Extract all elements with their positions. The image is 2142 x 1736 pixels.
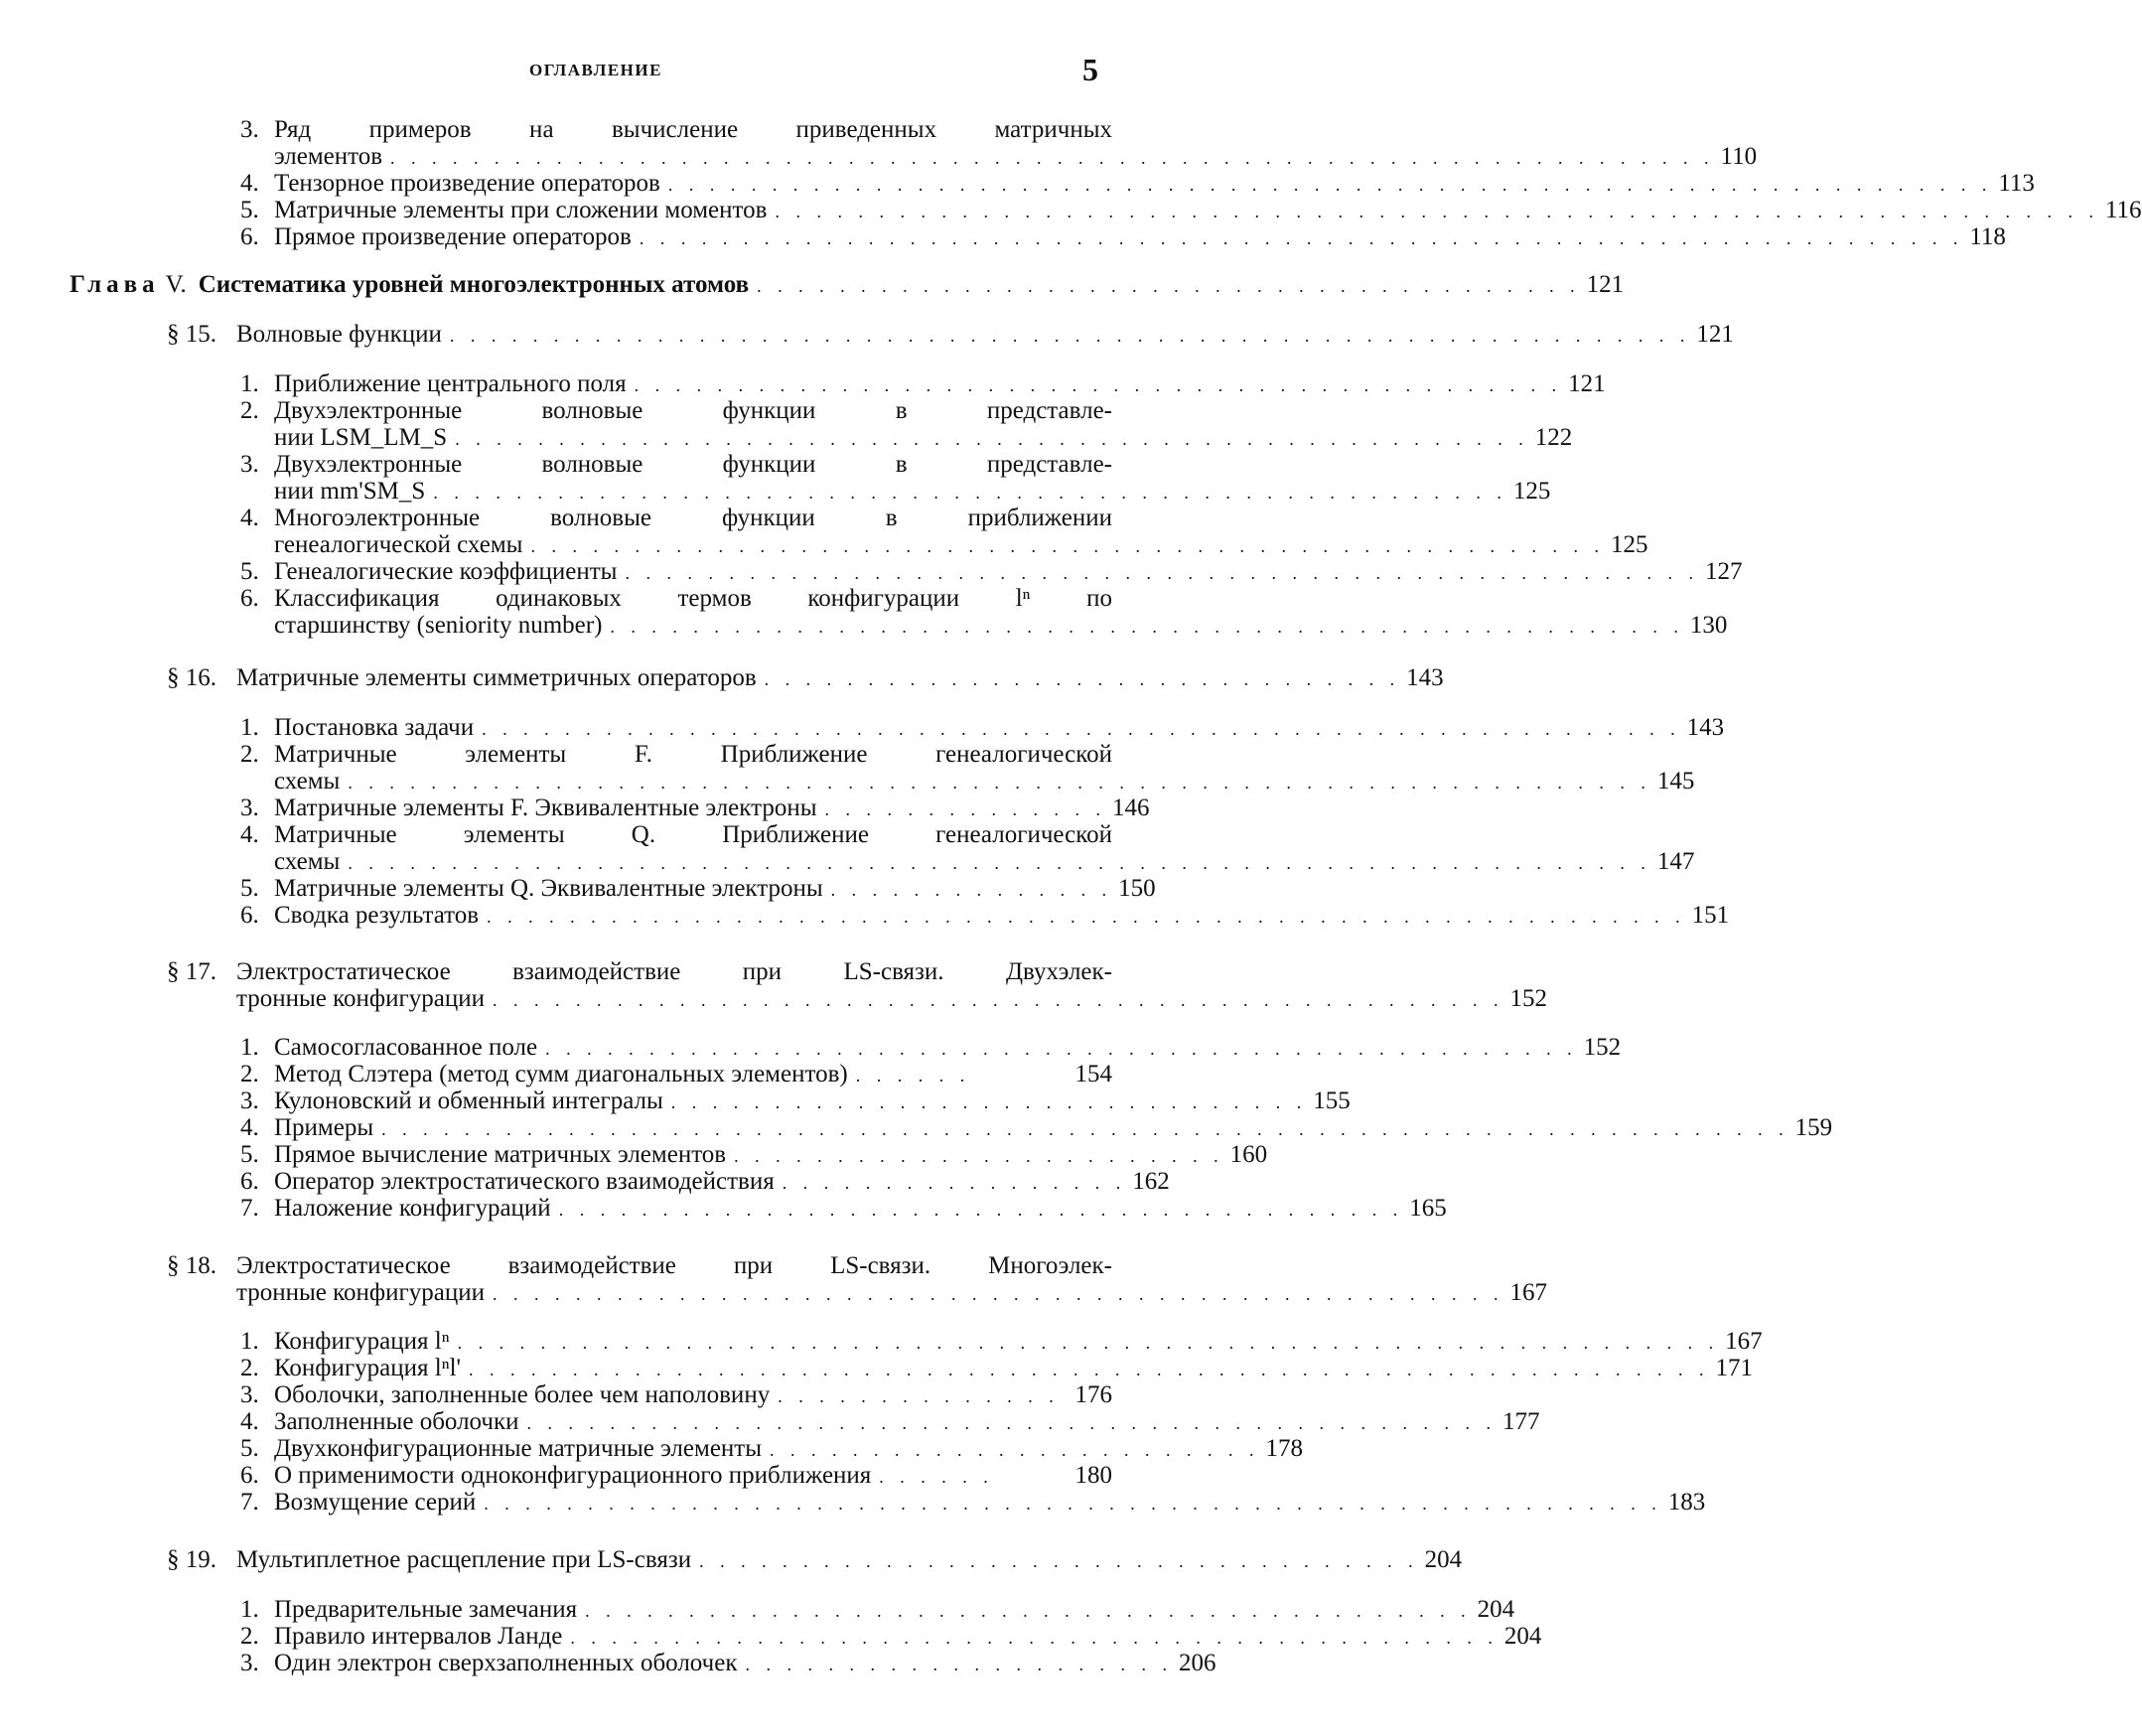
dot-leader: . . . . . . . . . . . . . . . . . . . . . . . . . . . . . . . . . . . . . . . . . . . . . . . . . . . . . . . . . . . . . . . .	[667, 175, 1993, 195]
dot-leader: . . . . . . . . . . . . . . . . . . . . .	[745, 1655, 1173, 1674]
section-title: Матричные элементы симметричных операторов	[236, 664, 757, 691]
chapter-number: V.	[165, 271, 187, 298]
toc-item[interactable]: 5. Матричные элементы Q. Эквивалентные электроны . . . . . . . . . . . . . . 150	[240, 875, 1156, 902]
toc-item-continuation[interactable]: схемы . . . . . . . . . . . . . . . . . . . . . . . . . . . . . . . . . . . . . . . . . . . . . . . . . . . . . . . . . . . . . . . 145	[274, 768, 1695, 795]
dot-leader: . . . . . . . . . . . . . . . . . . . . . . . . . . . . . . . . . . . . . . . . . . . . . . . . . . . . . . . . . .	[482, 719, 1681, 739]
toc-item[interactable]: 2. Конфигурация lⁿl' . . . . . . . . . . . . . . . . . . . . . . . . . . . . . . . . . . . . . . . . . . . . . . . . . . . . . . . . . . . . 171	[240, 1355, 1754, 1381]
dot-leader: . . . . . . . . . . . . . . . . . . . . . . . . . . . . . . . . . . . . . . . . . . . . . . . . . . . .	[610, 617, 1684, 637]
chapter-page: 121	[1586, 271, 1625, 298]
dot-leader: . . . . . . . . . . . . . . . . . . . . . . . . . . . . . . . . . . .	[699, 1551, 1419, 1571]
toc-item[interactable]: 6. Прямое произведение операторов . . . . . . . . . . . . . . . . . . . . . . . . . . . . . . . . . . . . . . . . . . . . . . . . . . . . . . . . . . . . . . . . 118	[240, 223, 2006, 250]
toc-item[interactable]: 4. Тензорное произведение операторов . . . . . . . . . . . . . . . . . . . . . . . . . . . . . . . . . . . . . . . . . . . . . . . . . . . . . . . . . . . . . . . . 113	[240, 170, 2035, 197]
dot-leader: . . . . . . . . . . . . . . . . . . . . . . . . . . . . . . . . . . . . . . . . . . . . . . . . . . . . . . . . . .	[487, 907, 1686, 927]
section-title: Волновые функции	[236, 321, 442, 348]
dot-leader: . . . . . . . . . . . . . . . . . . . . . . . . . . . . . . . . . . . . . . . . . . . . . . . . . . . . . . . . . . . . .	[457, 1333, 1720, 1353]
dot-leader: . . . . . . . . . . . . . . . . . . . . . . . .	[770, 1440, 1260, 1460]
toc-item[interactable]: 2. Двухэлектронные волновые функции в представле-	[240, 397, 1112, 424]
toc-group-19	[240, 1596, 1542, 1677]
dot-leader: . . . . . . . . . . . . . . . . . . . . . . . . . . . . . . . . . . . . . . . . . . . . . . . . . . . . . . . . . . . . . . .	[348, 773, 1651, 793]
toc-item[interactable]: 5. Двухконфигурационные матричные элементы . . . . . . . . . . . . . . . . . . . . . . . . 178	[240, 1435, 1304, 1462]
dot-leader: . . . . . . . . . . . . . . . . . . . . . . . . . . . . . . . . . . . . . . . . . . .	[585, 1601, 1472, 1621]
dot-leader: . . . . . . . . . . . . . . . . . . . . . . . . . . . . . . . . . . . . . . . . . . . . .	[634, 375, 1563, 395]
dot-leader: . . . . . . . . . . . . . . . . . . . . . . . . . . . . . . . . . . . . . . . .	[757, 276, 1581, 296]
toc-item[interactable]: 6. О применимости одноконфигурационного приближения . . . . . . 180	[240, 1462, 1112, 1489]
toc-item[interactable]: 4. Заполненные оболочки . . . . . . . . . . . . . . . . . . . . . . . . . . . . . . . . . . . . . . . . . . . . . . . 177	[240, 1408, 1540, 1435]
section-number: § 16.	[167, 664, 216, 691]
toc-section[interactable]: § 15. Волновые функции . . . . . . . . . . . . . . . . . . . . . . . . . . . . . . . . . . . . . . . . . . . . . . . . . . . . . . . . . . . . 121	[167, 321, 1734, 348]
dot-leader: . . . . . . . . . . . . . . . . .	[782, 1173, 1127, 1193]
section-number: § 19.	[167, 1546, 216, 1573]
dot-leader: . . . . . . . . . . . . . . . . . . . . . . . . . . . . . . . . . . . . . . . . . . . . . . . . . . . .	[530, 536, 1605, 556]
dot-leader: . . . . . . . . . . . . . . . . . . . . . . . . . . . . . . . . . . . . . . . . . . . . . . . . . . . . . . . . . . . . . . . .	[775, 202, 2099, 221]
toc-item[interactable]: 5. Генеалогические коэффициенты . . . . . . . . . . . . . . . . . . . . . . . . . . . . . . . . . . . . . . . . . . . . . . . . . . . . 127	[240, 558, 1743, 585]
chapter-title: Систематика уровней многоэлектронных атомов	[198, 271, 750, 298]
dot-leader: . . . . . . . . . . . . . .	[830, 880, 1113, 900]
dot-leader: . . . . . . . . . . . . . . . . . . . . . . . . . . . . . . . . . . . . . . . . . . . . . . . . . . . . . . . . .	[484, 1494, 1662, 1514]
toc-section[interactable]: § 18. Электростатическое взаимодействие при LS-связи. Многоэлек- тронные конфигурации . . . . . . . . . . . . . . . . . . . . . . . . . . . . . . . . . . . . . . . . . . . . . . . . . 167	[167, 1252, 1547, 1306]
dot-leader: . . . . . . . . . . . . . . . . . . . . . . . . . . . . . . . . . . . . . . . . . . . . . . . . . . . .	[433, 483, 1507, 503]
dot-leader: . . . . . . . . . . . . . . . . . . . . . . . . . . . . . . . . . . . . . . . . . . . . . . .	[526, 1413, 1498, 1433]
toc-item[interactable]: 2. Правило интервалов Ланде . . . . . . . . . . . . . . . . . . . . . . . . . . . . . . . . . . . . . . . . . . . . . 204	[240, 1623, 1542, 1650]
toc-item-continuation[interactable]: старшинству (seniority number) . . . . . . . . . . . . . . . . . . . . . . . . . . . . . . . . . . . . . . . . . . . . . . . . . . . . 130	[274, 612, 1728, 639]
toc-item-continuation[interactable]: схемы . . . . . . . . . . . . . . . . . . . . . . . . . . . . . . . . . . . . . . . . . . . . . . . . . . . . . . . . . . . . . . . 147	[274, 848, 1695, 875]
toc-item[interactable]: 3. Матричные элементы F. Эквивалентные электроны . . . . . . . . . . . . . . 146	[240, 795, 1150, 821]
toc-item[interactable]: 6. Сводка результатов . . . . . . . . . . . . . . . . . . . . . . . . . . . . . . . . . . . . . . . . . . . . . . . . . . . . . . . . . . 151	[240, 902, 1730, 929]
toc-item[interactable]: 5. Матричные элементы при сложении моментов . . . . . . . . . . . . . . . . . . . . . . . . . . . . . . . . . . . . . . . . . . . . . . . . . . . . . . . . . . . . . . . . 116	[240, 197, 2142, 223]
dot-leader: . . . . . . . . . . . . . .	[824, 799, 1106, 819]
toc-chapter[interactable]	[70, 271, 1625, 299]
dot-leader: . . . . . . . . . . . . . . . . . . . . . . . . . . . . . . . . . . . . . . . . . . . . . . . . . . . . . . . . . . . .	[449, 326, 1691, 346]
dot-leader: . . . . . . . . . . . . . . . . . . . . . . . . . . . . . . . . . . . . . . . . . . . . . . . . . . . .	[625, 563, 1699, 583]
toc-item[interactable]: 3. Двухэлектронные волновые функции в представле-	[240, 451, 1112, 478]
dot-leader: . . . . . .	[855, 1066, 971, 1085]
toc-group-18	[240, 1328, 1763, 1517]
toc-section[interactable]: § 19. Мультиплетное расщепление при LS-связи . . . . . . . . . . . . . . . . . . . . . . . . . . . . . . . . . . . 204	[167, 1546, 1463, 1573]
toc-item[interactable]: 3. Один электрон сверхзаполненных оболочек . . . . . . . . . . . . . . . . . . . . . 206	[240, 1650, 1216, 1676]
toc-item[interactable]: 2. Матричные элементы F. Приближение генеалогической	[240, 741, 1112, 768]
toc-section[interactable]: § 17. Электростатическое взаимодействие при LS-связи. Двухэлек- тронные конфигурации . . . . . . . . . . . . . . . . . . . . . . . . . . . . . . . . . . . . . . . . . . . . . . . . . 152	[167, 958, 1547, 1012]
toc-item-continuation[interactable]: нии LSM_LM_S . . . . . . . . . . . . . . . . . . . . . . . . . . . . . . . . . . . . . . . . . . . . . . . . . . . . 122	[274, 424, 1573, 451]
dot-leader: . . . . . . . . . . . . . . . . . . . . . . . . . . . . . . . . . . . . . . . . . . . . . . . . . . . . . . . . . . . . . . .	[348, 853, 1651, 873]
dot-leader: . . . . . . . . . . . . . . . . . . . . . . . . . . . . . . . . . . . . . . . . . . . . . . . . . .	[545, 1039, 1578, 1059]
toc-group-16	[240, 714, 1730, 930]
section-title: Электростатическое взаимодействие при LS-связи. Многоэлек-	[236, 1252, 1112, 1279]
toc-item[interactable]: 3. Ряд примеров на вычисление приведенных матричных	[240, 116, 1112, 143]
toc-item[interactable]: 1. Постановка задачи . . . . . . . . . . . . . . . . . . . . . . . . . . . . . . . . . . . . . . . . . . . . . . . . . . . . . . . . . . 143	[240, 714, 1725, 741]
section-title-continuation: тронные конфигурации	[236, 985, 485, 1012]
section-number: § 17.	[167, 958, 216, 985]
dot-leader: . . . . . . . . . . . . . . . . . . . . . . . . . . . . . . .	[764, 669, 1401, 689]
section-title: Электростатическое взаимодействие при LS-связи. Двухэлек-	[236, 958, 1112, 985]
toc-item[interactable]: 7. Возмущение серий . . . . . . . . . . . . . . . . . . . . . . . . . . . . . . . . . . . . . . . . . . . . . . . . . . . . . . . . . 183	[240, 1489, 1706, 1516]
section-number: § 18.	[167, 1252, 216, 1279]
dot-leader: . . . . . . . . . . . . . . . . . . . . . . . . . . . . . . . . . . . . . . . . . . . . . . . . . . . . . . . . . . . . . . . .	[639, 228, 1964, 248]
toc-item[interactable]: 4. Матричные элементы Q. Приближение генеалогической	[240, 821, 1112, 848]
dot-leader: . . . . . . . . . . . . . . . . . . . . . . . . . . . . . . . . . . . . . . . . .	[558, 1200, 1404, 1220]
toc-group-top	[240, 116, 2142, 251]
toc-item-continuation[interactable]: элементов . . . . . . . . . . . . . . . . . . . . . . . . . . . . . . . . . . . . . . . . . . . . . . . . . . . . . . . . . . . . . . . . 110	[274, 143, 1758, 170]
toc-item[interactable]: 7. Наложение конфигураций . . . . . . . . . . . . . . . . . . . . . . . . . . . . . . . . . . . . . . . . . 165	[240, 1195, 1447, 1222]
toc-item[interactable]: 3. Кулоновский и обменный интегралы . . . . . . . . . . . . . . . . . . . . . . . . . . . . . . . 155	[240, 1087, 1351, 1114]
section-title-continuation: тронные конфигурации	[236, 1279, 485, 1306]
toc-item[interactable]: 6. Оператор электростатического взаимодействия . . . . . . . . . . . . . . . . . 162	[240, 1168, 1170, 1195]
running-header: ОГЛАВЛЕНИЕ	[529, 61, 662, 79]
dot-leader: . . . . . . . . . . . . . . . . . . . . . . . . . . . . . . . . . . . . . . . . . . . . . . . . . . . . . . . . . . . . . . . . . . . .	[381, 1119, 1789, 1139]
section-title: Мультиплетное расщепление при LS-связи	[236, 1546, 692, 1573]
dot-leader: . . . . . . . . . . . . . .	[778, 1386, 1060, 1406]
page-number: 5	[1082, 52, 1098, 87]
toc-item[interactable]: 1. Предварительные замечания . . . . . . . . . . . . . . . . . . . . . . . . . . . . . . . . . . . . . . . . . . . 204	[240, 1596, 1515, 1623]
section-number: § 15.	[167, 321, 216, 348]
dot-leader: . . . . . . . . . . . . . . . . . . . . . . . . . . . . . . . . . . . . . . . . . . . . . . . . .	[492, 1284, 1504, 1304]
dot-leader: . . . . . . . . . . . . . . . . . . . . . . . .	[734, 1146, 1224, 1166]
dot-leader: . . . . . . . . . . . . . . . . . . . . . . . . . . . . . . . . . . . . . . . . . . . . . . . . .	[492, 990, 1504, 1010]
toc-item[interactable]: 5. Прямое вычисление матричных элементов . . . . . . . . . . . . . . . . . . . . . . . . 160	[240, 1141, 1268, 1168]
toc-item[interactable]: 1. Самосогласованное поле . . . . . . . . . . . . . . . . . . . . . . . . . . . . . . . . . . . . . . . . . . . . . . . . . . 152	[240, 1034, 1622, 1061]
toc-section[interactable]: § 16. Матричные элементы симметричных операторов . . . . . . . . . . . . . . . . . . . . . . . . . . . . . . . 143	[167, 664, 1444, 691]
dot-leader: . . . . . . . . . . . . . . . . . . . . . . . . . . . . . . . . . . . . . . . . . . . . . . . . . . . . . . . . . . . . . . . .	[390, 148, 1715, 168]
dot-leader: . . . . . . . . . . . . . . . . . . . . . . . . . . . . . . . . . . . . . . . . . . . . . . . . . . . .	[455, 429, 1529, 449]
toc-group-15	[240, 370, 1743, 640]
toc-group-17	[240, 1034, 1833, 1223]
dot-leader: . . . . . . . . . . . . . . . . . . . . . . . . . . . . . . . . . . . . . . . . . . . . . . . . . . . . . . . . . . . .	[469, 1360, 1710, 1379]
toc-item-continuation[interactable]: нии mm'SM_S . . . . . . . . . . . . . . . . . . . . . . . . . . . . . . . . . . . . . . . . . . . . . . . . . . . . 125	[274, 478, 1551, 505]
toc-item[interactable]: 6. Классификация одинаковых термов конфигурации lⁿ по	[240, 585, 1112, 612]
chapter-label: Глава	[70, 271, 160, 298]
toc-item[interactable]: 3. Оболочки, заполненные более чем наполовину . . . . . . . . . . . . . . 176	[240, 1381, 1112, 1408]
toc-item[interactable]: 2. Метод Слэтера (метод сумм диагональных элементов) . . . . . . 154	[240, 1061, 1112, 1087]
toc-item[interactable]: 1. Приближение центрального поля . . . . . . . . . . . . . . . . . . . . . . . . . . . . . . . . . . . . . . . . . . . . . 121	[240, 370, 1606, 397]
toc-item[interactable]: 4. Многоэлектронные волновые функции в приближении	[240, 505, 1112, 531]
toc-item-continuation[interactable]: генеалогической схемы . . . . . . . . . . . . . . . . . . . . . . . . . . . . . . . . . . . . . . . . . . . . . . . . . . . . 125	[274, 531, 1648, 558]
toc-item[interactable]: 1. Конфигурация lⁿ . . . . . . . . . . . . . . . . . . . . . . . . . . . . . . . . . . . . . . . . . . . . . . . . . . . . . . . . . . . . . 167	[240, 1328, 1763, 1355]
dot-leader: . . . . . . . . . . . . . . . . . . . . . . . . . . . . . . .	[670, 1092, 1308, 1112]
dot-leader: . . . . . .	[879, 1467, 994, 1487]
toc-item[interactable]: 4. Примеры . . . . . . . . . . . . . . . . . . . . . . . . . . . . . . . . . . . . . . . . . . . . . . . . . . . . . . . . . . . . . . . . . . . . 159	[240, 1114, 1833, 1141]
dot-leader: . . . . . . . . . . . . . . . . . . . . . . . . . . . . . . . . . . . . . . . . . . . . .	[570, 1628, 1499, 1648]
